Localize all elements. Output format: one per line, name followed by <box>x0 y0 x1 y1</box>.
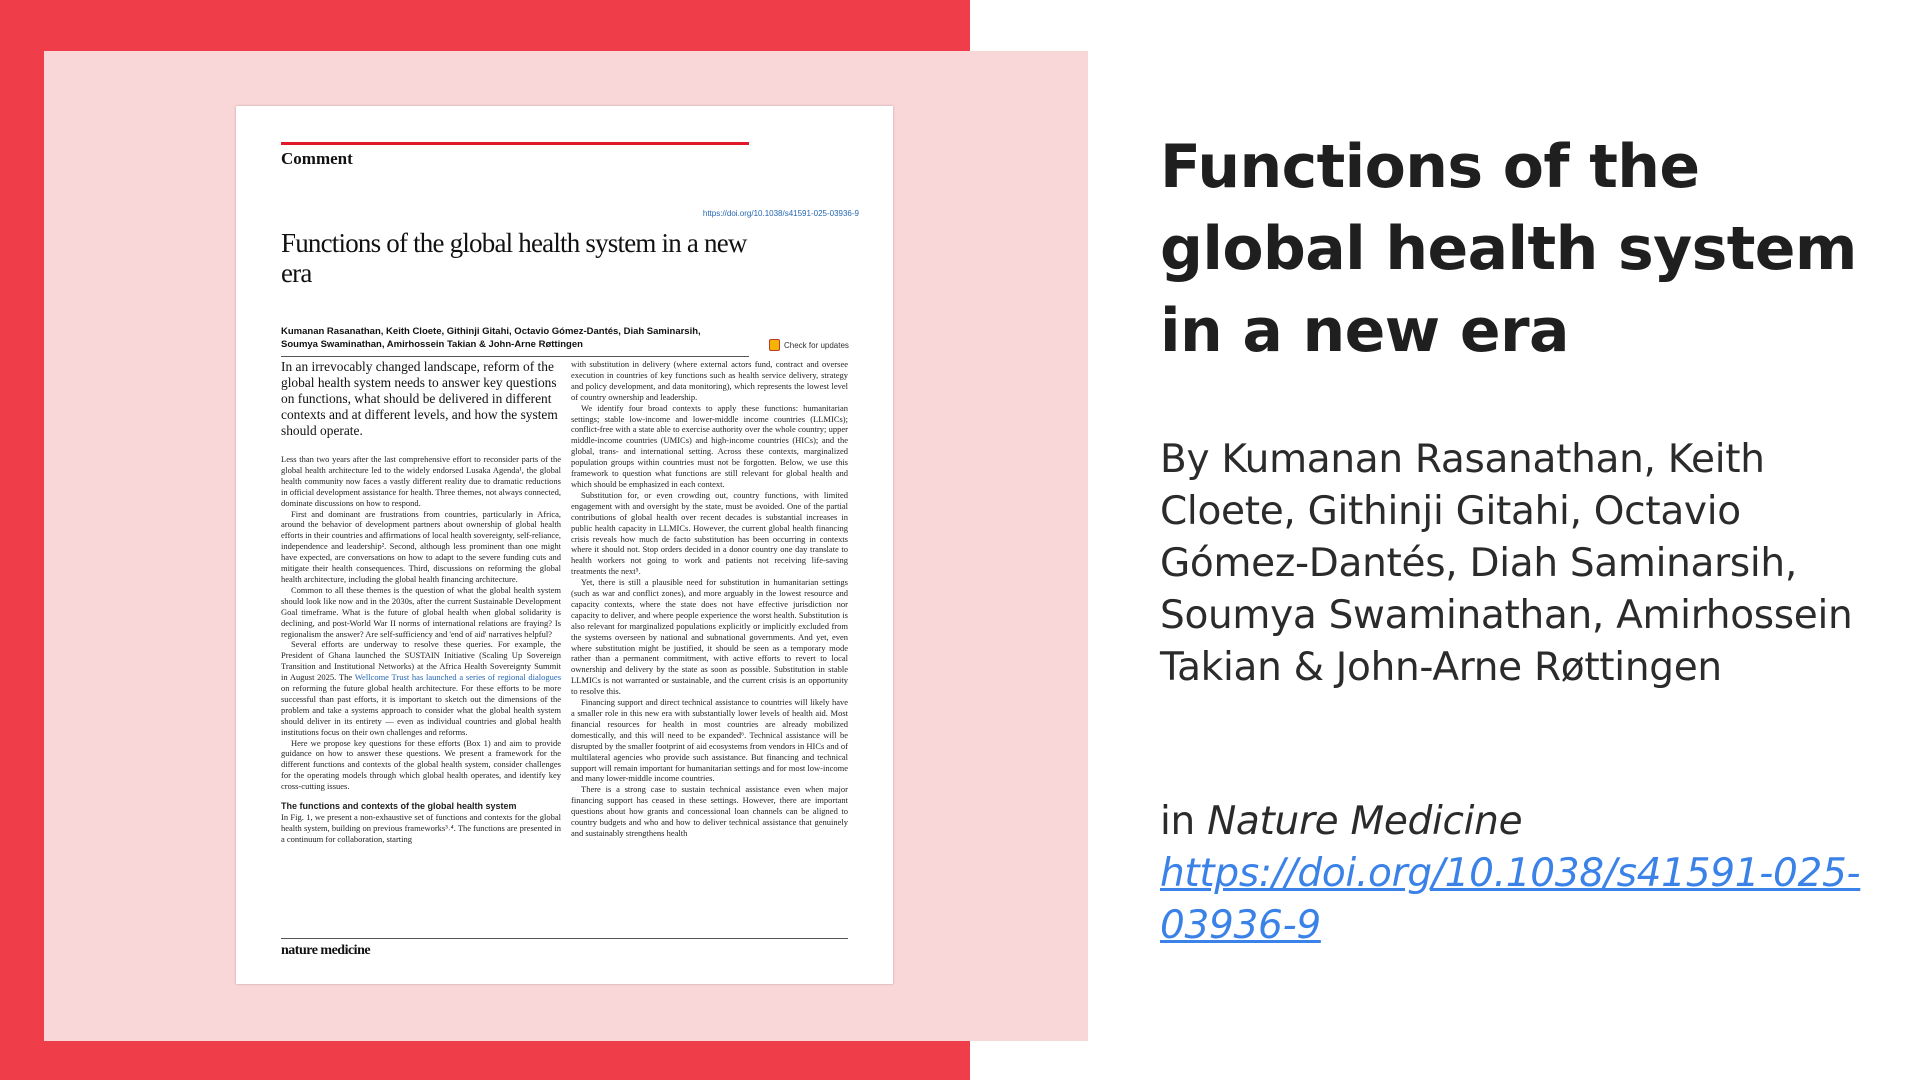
article-doi: https://doi.org/10.1038/s41591-025-03936-9 <box>702 209 859 218</box>
in-label: in <box>1160 799 1208 844</box>
check-updates-icon <box>769 339 780 351</box>
divider <box>281 356 749 357</box>
paragraph: We identify four broad contexts to apply these functions: humanitarian settings; stable low-income and lower-middle income countries (LLMICs); conflict-free with a state able to exercise authority over the whole country; upper middle-income countries (UMICs) and high-income countries (HICs); and the global, trans- and international setting. Across these contexts, marginalized population groups within countries must not be forgotten. Below, we use this framework to question what functions are still relevant for global health and which should be emphasized in each context. <box>571 402 848 489</box>
section-label: Comment <box>281 149 353 168</box>
article-standfirst: In an irrevocably changed landscape, reform of the global health system needs to answer key questions on functions, what should be delivered in different contexts and at different levels, and how the system should operate. <box>281 359 558 438</box>
paragraph-text: on reforming the future global health architecture. For these efforts to be more successful than past efforts, it is important to sketch out the dimensions of the problem and take a systems approach to consider what the global health system should deliver in its entirety — even as individual countries and global health institutions focus on their own challenges and reforms. <box>281 683 561 737</box>
paragraph <box>281 639 561 737</box>
publication-line <box>1160 796 1900 848</box>
wellcome-link: Wellcome Trust has launched a series of regional dialogues <box>354 672 561 683</box>
paragraph: Financing support and direct technical assistance to countries will likely have a smaller role in this new era with substantially lower levels of health aid. Most financial resources for health in most countries are already mobilized domestically, and this will need to be expanded⁶. Technical assistance will be disrupted by the smaller footprint of aid ecosystems from vendors in HICs and of multilateral agencies who provide such assistance. But financing and technical support will remain important for humanitarian settings and for most low-income and many lower-middle income countries. <box>571 697 848 784</box>
journal-logo: nature medicine <box>281 943 371 958</box>
paragraph-text: Several efforts are underway to resolve these queries. For example, the President of Ghana launched the SUSTAIN Initiative (Scaling Up Sovereign Transition and Institutional Networks) at the Africa Health Sovereignty Summit in August 2025. The <box>281 639 561 683</box>
article-title: Functions of the global health system in a new era <box>281 228 747 288</box>
paragraph: Here we propose key questions for these efforts (Box 1) and aim to provide guidance on how to answer these questions. We present a framework for the different functions and contexts of the global health system, consider challenges for the operating models through which global health operates, and identify key cross-cutting issues. <box>281 737 561 792</box>
paragraph: There is a strong case to sustain technical assistance even when major financing support has ceased in these settings. However, there are important questions about how grants and concessional loan channels can be aligned to country budgets and who and how to deliver technical assistance that genuinely and sustainably strengthens health <box>571 784 848 838</box>
check-for-updates <box>769 339 864 351</box>
slide-title: Functions of the global health system in a new era <box>1160 132 1857 366</box>
paragraph: Substitution for, or even crowding out, country functions, with limited engagement with and oversight by the state, must be avoided. One of the partial contributions of global health over recent decades is substantial increases in public health capacity in LLMICs. However, the current global health financing crisis reveals how much de facto substitution has been occurring in contexts where it should not. Stop orders decided in a donor country one day translate to health workers not going to work and patients not receiving life-saving treatments the next⁵. <box>571 489 848 577</box>
article-authors: Kumanan Rasanathan, Keith Cloete, Githinji Gitahi, Octavio Gómez-Dantés, Diah Saminarsih, Soumya Swaminathan, Amirhossein Takian & John-Arne Røttingen <box>281 326 701 350</box>
section-subheading: The functions and contexts of the global health system <box>281 801 517 812</box>
doi-link[interactable]: https://doi.org/10.1038/s41591-025-03936-9 <box>1160 851 1861 948</box>
paragraph: Less than two years after the last comprehensive effort to reconsider parts of the global health architecture led to the widely endorsed Lusaka Agenda¹, the global health community now faces a vastly different reality due to dramatic reductions in official development assistance for health. Three themes, not always connected, dominate discussions on how to respond. <box>281 454 561 508</box>
paragraph: with substitution in delivery (where external actors fund, contract and oversee execution in countries of key functions such as health service delivery, strategy and policy development, and data monitoring), which represents the lowest level of country ownership and leadership. <box>571 359 848 402</box>
journal-name: Nature Medicine <box>1207 799 1523 844</box>
footer-rule <box>281 938 848 939</box>
paragraph: First and dominant are frustrations from countries, particularly in Africa, around the behavior of development partners about ownership of global health efforts in their countries and affirmations of local health sovereignty, self-reliance, independence and leadership². Second, although less prominent than one might have expected, are conversations on how to adapt to the severe funding cuts and mitigate their health consequences. Third, discussions on reforming the global health architecture, including the global health financing architecture. <box>281 508 562 584</box>
article-column-2 <box>571 359 848 839</box>
article-preview-image <box>236 106 893 984</box>
header-rule <box>281 142 749 145</box>
check-updates-label: Check for updates <box>784 340 849 350</box>
article-column-1 <box>281 454 561 845</box>
slide-authors: By Kumanan Rasanathan, Keith Cloete, Githinji Gitahi, Octavio Gómez-Dantés, Diah Saminarsih, Soumya Swaminathan, Amirhossein Takian & John-Arne Røttingen <box>1160 437 1853 690</box>
paragraph: In Fig. 1, we present a non-exhaustive set of functions and contexts for the global health system, building on previous frameworks³˒⁴. The functions are presented in a continuum for collaboration, starting <box>281 812 561 844</box>
paragraph: Yet, there is still a plausible need for substitution in humanitarian settings (such as war and conflict zones), and more arguably in the lowest resource and capacity contexts, where the state does not have effective jurisdiction nor capacity to deliver, and where people experience the worst health. Substitution is also relevant for marginalized populations explicitly or implicitly excluded from the systems overseen by national and subnational governments. And yet, even where substitution might be justified, it should be seen as a temporary mode rather than a permanent commitment, with active efforts to revert to local ownership and delivery by the state as soon as possible. Substitution in stable LLMICs is not warranted or sustainable, and the current crisis is an opportunity to resolve this. <box>571 577 848 697</box>
paragraph: Common to all these themes is the question of what the global health system should look like now and in the 2030s, after the current Sustainable Development Goal timeframe. What is the future of global health when global solidarity is declining, and post-World War II norms of international relations are fraying? Is regionalism the answer? Are self-sufficiency and 'end of aid' narratives helpful? <box>281 584 561 639</box>
